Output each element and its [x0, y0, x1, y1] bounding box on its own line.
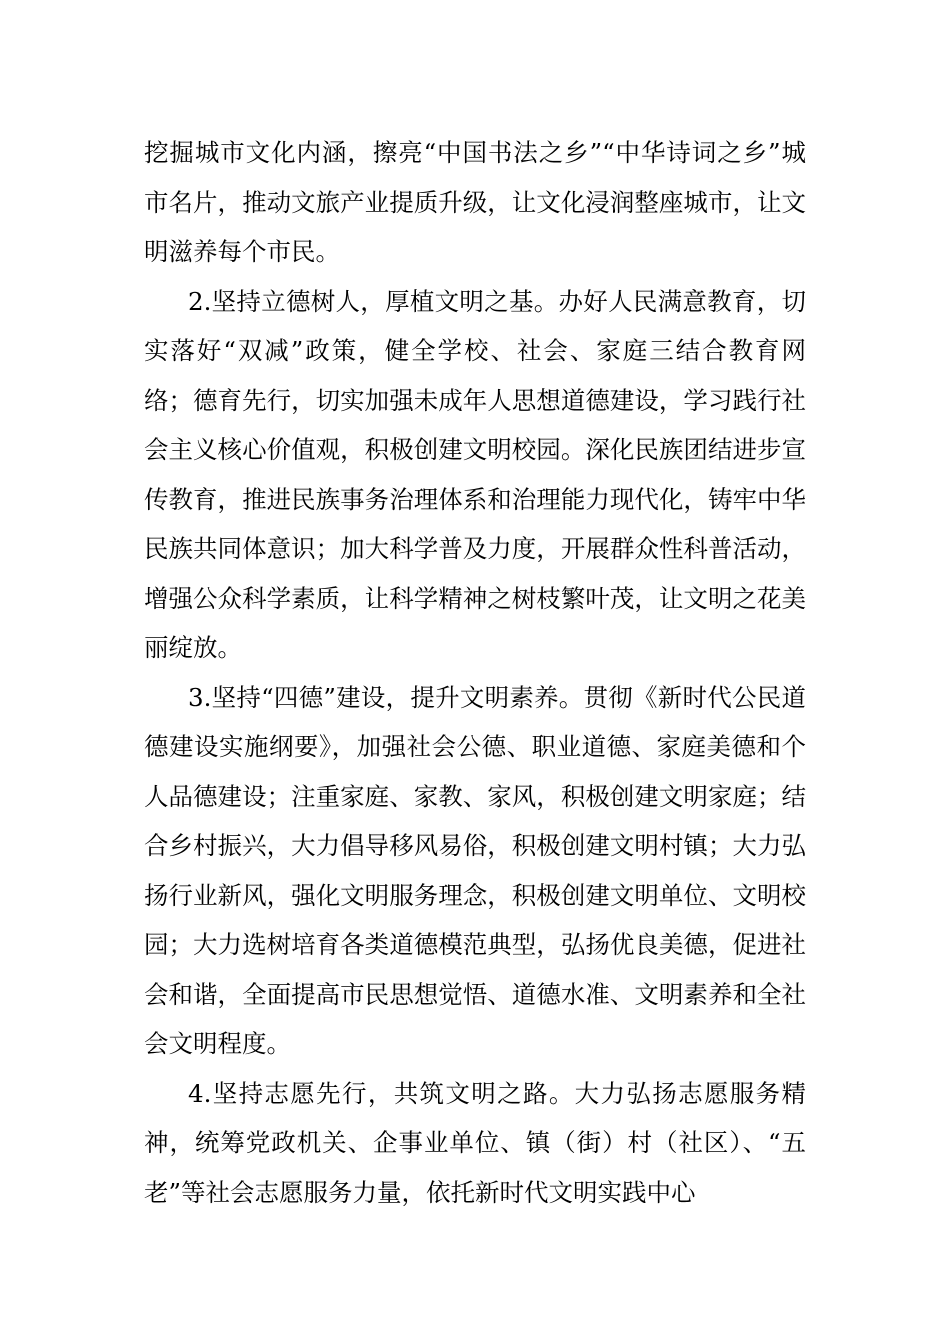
document-body — [144, 128, 806, 1217]
paragraph-item-4: 4.坚持志愿先行，共筑文明之路。大力弘扬志愿服务精神，统筹党政机关、企事业单位、镇（街）村（社区）、“五老”等社会志愿服务力量，依托新时代文明实践中心 — [144, 1078, 806, 1207]
paragraph-item-2: 2.坚持立德树人，厚植文明之基。办好人民满意教育，切实落好“双减”政策，健全学校、社会、家庭三结合教育网络；德育先行，切实加强未成年人思想道德建设，学习践行社会主义核心价值观，积极创建文明校园。深化民族团结进步宣传教育，推进民族事务治理体系和治理能力现代化，铸牢中华民族共同体意识；加大科学普及力度，开展群众性科普活动，增强公众科学素质，让科学精神之树枝繁叶茂，让文明之花美丽绽放。 — [144, 286, 806, 662]
paragraph-continuation: 挖掘城市文化内涵，擦亮“中国书法之乡”“中华诗词之乡”城市名片，推动文旅产业提质升级，让文化浸润整座城市，让文明滋养每个市民。 — [144, 138, 806, 266]
paragraph-item-3: 3.坚持“四德”建设，提升文明素养。贯彻《新时代公民道德建设实施纲要》，加强社会公德、职业道德、家庭美德和个人品德建设；注重家庭、家教、家风，积极创建文明家庭；结合乡村振兴，大力倡导移风易俗，积极创建文明村镇；大力弘扬行业新风，强化文明服务理念，积极创建文明单位、文明校园；大力选树培育各类道德模范典型，弘扬优良美德，促进社会和谐，全面提高市民思想觉悟、道德水准、文明素养和全社会文明程度。 — [144, 682, 806, 1058]
